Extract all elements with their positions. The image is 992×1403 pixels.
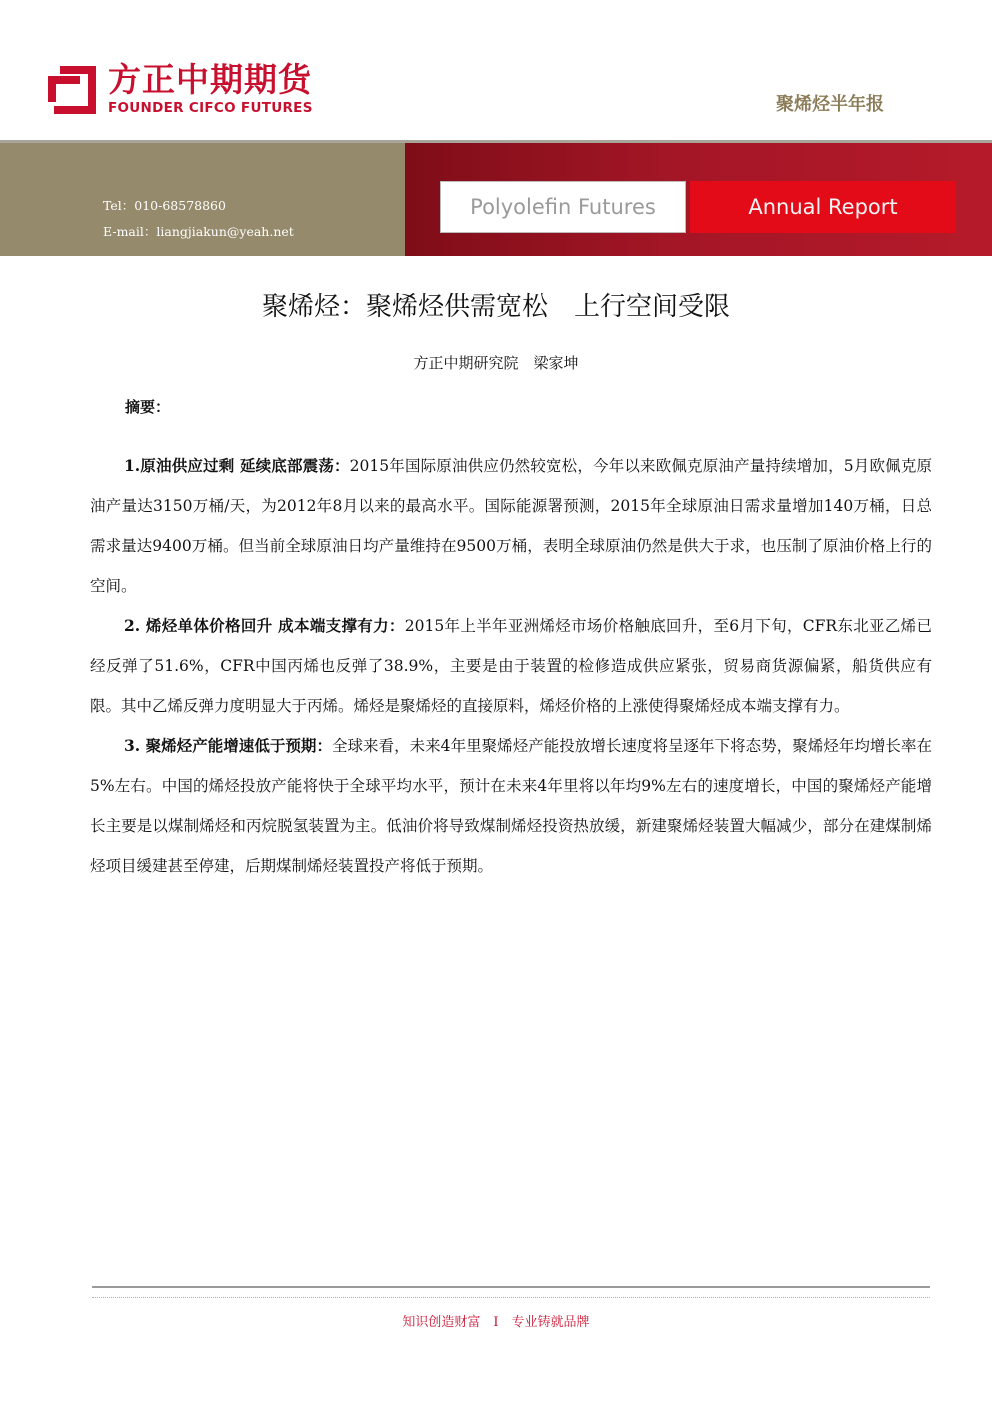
contact-phone: Tel：010-68578860 bbox=[103, 198, 226, 213]
summary-paragraph-3 bbox=[90, 726, 932, 886]
summary-heading: 摘要： bbox=[125, 398, 171, 416]
report-type-label: 聚烯烃半年报 bbox=[776, 94, 884, 115]
report-kind-label: Annual Report bbox=[690, 181, 956, 233]
paragraph-text: 全球来看，未来4年里聚烯烃产能投放增长速度将呈逐年下将态势，聚烯烃年均增长率在5%左右。中国的烯烃投放产能将快于全球平均水平，预计在未来4年里将以年均9%左右的速度增长，中国的聚烯烃产能增长主要是以煤制烯烃和丙烷脱氢装置为主。低油价将导致煤制烯烃投资热放缓，新建聚烯烃装置大幅减少，部分在建煤制烯烃项目缓建甚至停建，后期煤制烯烃装置投产将低于预期。 bbox=[90, 737, 932, 875]
header-banner bbox=[0, 143, 992, 256]
contact-email: E-mail：liangjiakun@yeah.net bbox=[103, 224, 294, 239]
product-label: Polyolefin Futures bbox=[440, 181, 686, 233]
footer-slogan: 知识创造财富 Ⅰ 专业铸就品牌 bbox=[402, 1315, 590, 1330]
company-logo bbox=[44, 60, 334, 124]
paragraph-lead: 3. 聚烯烃产能增速低于预期： bbox=[124, 736, 332, 755]
paragraph-lead: 2. 烯烃单体价格回升 成本端支撑有力： bbox=[124, 616, 405, 635]
contact-panel bbox=[0, 143, 405, 256]
paragraph-lead: 1.原油供应过剩 延续底部震荡： bbox=[124, 456, 350, 475]
founder-logo-icon bbox=[44, 62, 100, 118]
logo-chinese-name: 方正中期期货 bbox=[108, 60, 312, 99]
paragraph-text: 2015年国际原油供应仍然较宽松，今年以来欧佩克原油产量持续增加，5月欧佩克原油产量达3150万桶/天，为2012年8月以来的最高水平。国际能源署预测，2015年全球原油日需求量增加140万桶，日总需求量达9400万桶。但当前全球原油日均产量维持在9500万桶，表明全球原油仍然是供大于求，也压制了原油价格上行的空间。 bbox=[90, 457, 932, 595]
page-title: 聚烯烃：聚烯烃供需宽松 上行空间受限 bbox=[261, 292, 730, 322]
footer-divider bbox=[92, 1286, 930, 1288]
summary-paragraph-1 bbox=[90, 446, 932, 606]
author-line: 方正中期研究院 梁家坤 bbox=[413, 354, 579, 372]
footer-dotted-divider bbox=[92, 1297, 930, 1298]
summary-body bbox=[90, 446, 932, 886]
paragraph-text: 2015年上半年亚洲烯烃市场价格触底回升，至6月下旬，CFR东北亚乙烯已经反弹了51.6%，CFR中国丙烯也反弹了38.9%，主要是由于装置的检修造成供应紧张，贸易商货源偏紧，船货供应有限。其中乙烯反弹力度明显大于丙烯。烯烃是聚烯烃的直接原料，烯烃价格的上涨使得聚烯烃成本端支撑有力。 bbox=[90, 617, 932, 715]
summary-paragraph-2 bbox=[90, 606, 932, 726]
logo-english-name: FOUNDER CIFCO FUTURES bbox=[108, 100, 313, 116]
